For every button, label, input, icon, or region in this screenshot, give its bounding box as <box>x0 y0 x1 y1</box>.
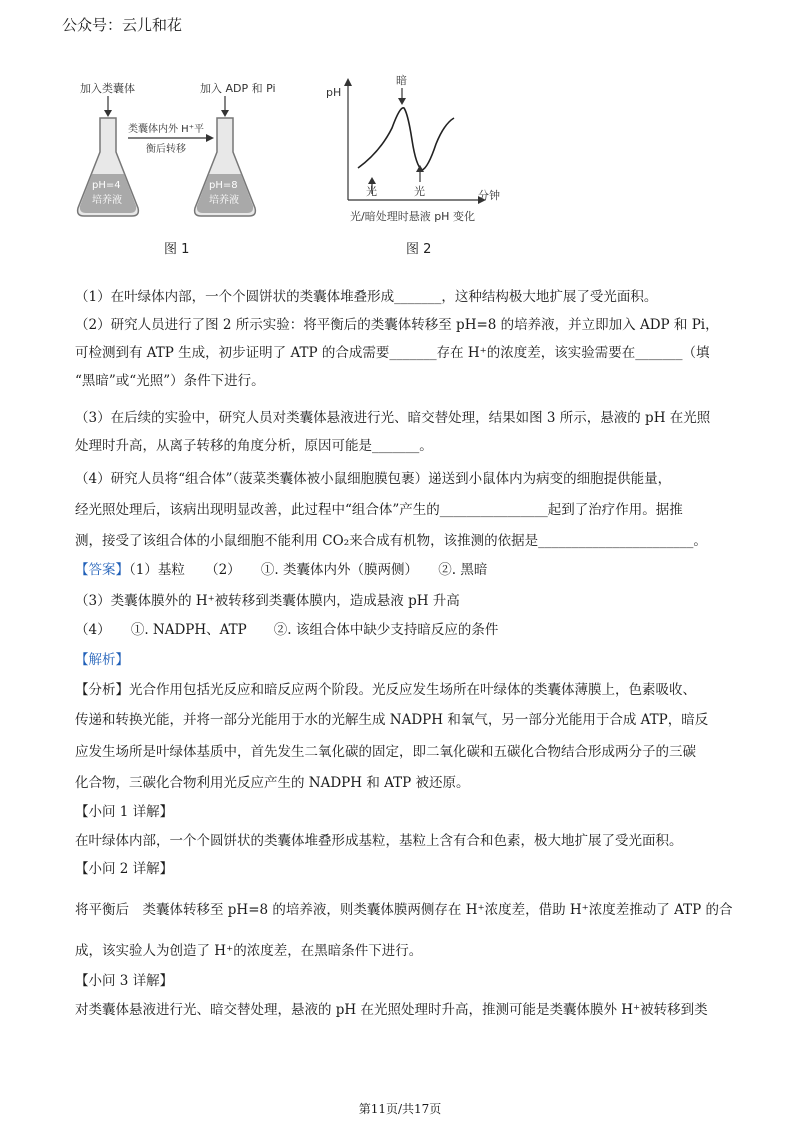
question-2-line-1: （2）研究人员进行了图 2 所示实验：将平衡后的类囊体转移至 pH=8 的培养液，并立即加入 ADP 和 Pi， <box>75 317 719 333</box>
fenxi-line-1 <box>75 678 696 698</box>
fenxi-line-2: 传递和转换光能，并将一部分光能用于水的光解生成 NADPH 和氧气，另一部分光能用于合成 ATP，暗反 <box>75 712 709 728</box>
xiaowen-2-text-2: 成，该实验人为创造了 H⁺的浓度差，在黑暗条件下进行。 <box>75 943 423 959</box>
question-3-line-2: 处理时升高，从离子转移的角度分析，原因可能是_______。 <box>75 438 433 454</box>
figure-2-caption: 图 2 <box>406 242 432 257</box>
question-4-line-2: 经光照处理后，该病出现明显改善，此过程中“组合体”产生的________________起到了治疗作用。据推 <box>75 502 683 518</box>
fenxi-tag: 【分析】 <box>75 682 129 698</box>
question-1: （1）在叶绿体内部，一个个圆饼状的类囊体堆叠形成_______，这种结构极大地扩展了受光面积。 <box>75 289 658 305</box>
fenxi-line-4: 化合物，三碳化合物利用光反应产生的 NADPH 和 ATP 被还原。 <box>75 775 470 791</box>
ph-curve <box>358 108 454 170</box>
x-axis-label: 分钟 <box>478 189 500 202</box>
xiaowen-2-text-1: 将平衡后 类囊体转移至 pH=8 的培养液，则类囊体膜两侧存在 H⁺浓度差，借助 H⁺浓度差推动了 ATP 的合 <box>75 902 733 918</box>
figure-1-caption: 图 1 <box>164 242 190 257</box>
dark-label: 暗 <box>396 74 407 87</box>
question-2-line-2: 可检测到有 ATP 生成，初步证明了 ATP 的合成需要_______存在 H⁺的浓度差，该实验需要在_______（填 <box>75 345 710 361</box>
fenxi-line-3: 应发生场所是叶绿体基质中，首先发生二氧化碳的固定，即二氧化碳和五碳化合物结合形成两分子的三碳 <box>75 744 696 760</box>
label-add-adp-pi: 加入 ADP 和 Pi <box>200 82 276 95</box>
xiaowen-1-tag: 【小问 1 详解】 <box>75 804 174 820</box>
answer-text-1: （1）基粒 （2） ①. 类囊体内外（膜两侧） ②. 黑暗 <box>129 562 488 578</box>
flask-2-liquid: 培养液 <box>209 195 239 206</box>
arrow-label-1: 类囊体内外 H⁺平 <box>128 124 204 135</box>
figure-2 <box>320 70 520 265</box>
answer-line-3: （4） ①. NADPH、ATP ②. 该组合体中缺少支持暗反应的条件 <box>75 622 499 638</box>
flask-1-liquid: 培养液 <box>92 195 122 206</box>
xiaowen-1-text: 在叶绿体内部，一个个圆饼状的类囊体堆叠形成基粒，基粒上含有合和色素，极大地扩展了受光面积。 <box>75 833 683 849</box>
answer-line-2: （3）类囊体膜外的 H⁺被转移到类囊体膜内，造成悬液 pH 升高 <box>75 593 460 609</box>
label-add-thylakoid: 加入类囊体 <box>80 82 135 95</box>
figure-2-subtitle: 光/暗处理时悬液 pH 变化 <box>350 210 475 223</box>
question-4-line-1: （4）研究人员将“组合体”（菠菜类囊体被小鼠细胞膜包裹）递送到小鼠体内为病变的细胞提供能量， <box>75 471 672 487</box>
question-2-line-3: “黑暗”或“光照”）条件下进行。 <box>75 373 265 389</box>
answer-tag: 【答案】 <box>75 562 129 578</box>
arrow-label-2: 衡后转移 <box>146 144 186 155</box>
xiaowen-3-text-1: 对类囊体悬液进行光、暗交替处理，悬液的 pH 在光照处理时升高，推测可能是类囊体膜外 H⁺被转移到类 <box>75 1002 708 1018</box>
analysis-tag: 【解析】 <box>75 652 129 668</box>
light-label-2: 光 <box>414 185 425 198</box>
y-axis-label: pH <box>326 86 342 99</box>
answer-line-1 <box>75 558 487 578</box>
question-4-line-3: 测，接受了该组合体的小鼠细胞不能利用 CO₂来合成有机物，该推测的依据是_______________________。 <box>75 533 707 549</box>
light-label-1: 光 <box>366 185 377 198</box>
xiaowen-3-tag: 【小问 3 详解】 <box>75 973 174 989</box>
flask-1-ph: pH=4 <box>92 180 121 191</box>
page-header: 公众号：云儿和花 <box>62 16 183 34</box>
figure-1 <box>70 70 300 265</box>
question-3-line-1: （3）在后续的实验中，研究人员对类囊体悬液进行光、暗交替处理，结果如图 3 所示，悬液的 pH 在光照 <box>75 410 711 426</box>
flask-2-ph: pH=8 <box>209 180 238 191</box>
page-footer: 第11页/共17页 <box>358 1102 442 1116</box>
fenxi-text-1: 光合作用包括光反应和暗反应两个阶段。光反应发生场所在叶绿体的类囊体薄膜上，色素吸收、 <box>129 682 696 698</box>
xiaowen-2-tag: 【小问 2 详解】 <box>75 861 174 877</box>
